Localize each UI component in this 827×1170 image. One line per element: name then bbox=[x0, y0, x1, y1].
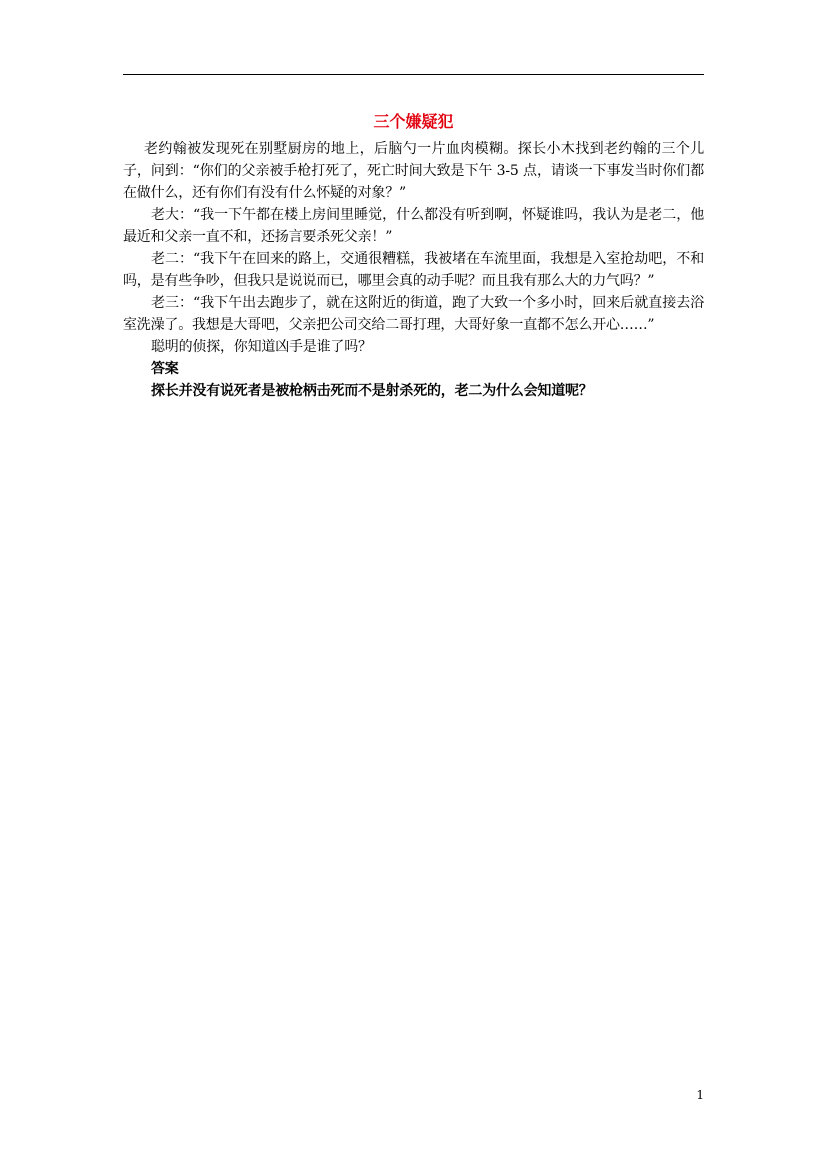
paragraph-question: 聪明的侦探，你知道凶手是谁了吗？ bbox=[151, 339, 372, 355]
document-title: 三个嫌疑犯 bbox=[373, 112, 454, 131]
page-number: 1 bbox=[696, 1088, 704, 1102]
header-rule bbox=[123, 74, 704, 75]
paragraph-third-son: 老三：“我下午出去跑步了，就在这附近的街道，跑了大致一个多小时，回来后就直接去浴室洗澡了。我想是大哥吧，父亲把公司交给二哥打理，大哥好象一直都不怎么开心……” bbox=[123, 295, 704, 333]
paragraph-intro: 老约翰被发现死在别墅厨房的地上，后脑勺一片血肉模糊。探长小木找到老约翰的三个儿子，问到：“你们的父亲被手枪打死了，死亡时间大致是下午 3-5 点，请谈一下事发当时你们都在做什么，还有你们有没有什么怀疑的对象？” bbox=[123, 141, 704, 201]
answer-text: 探长并没有说死者是被枪柄击死而不是射杀死的，老二为什么会知道呢？ bbox=[151, 383, 593, 399]
document-body bbox=[123, 110, 704, 402]
answer-label: 答案 bbox=[151, 361, 179, 377]
paragraph-eldest-son: 老大：“我一下午都在楼上房间里睡觉，什么都没有听到啊，怀疑谁吗，我认为是老二，他最近和父亲一直不和，还扬言要杀死父亲！” bbox=[123, 207, 704, 245]
paragraph-second-son: 老二：“我下午在回来的路上，交通很糟糕，我被堵在车流里面，我想是入室抢劫吧，不和吗，是有些争吵，但我只是说说而已，哪里会真的动手呢？而且我有那么大的力气吗？” bbox=[123, 251, 704, 289]
